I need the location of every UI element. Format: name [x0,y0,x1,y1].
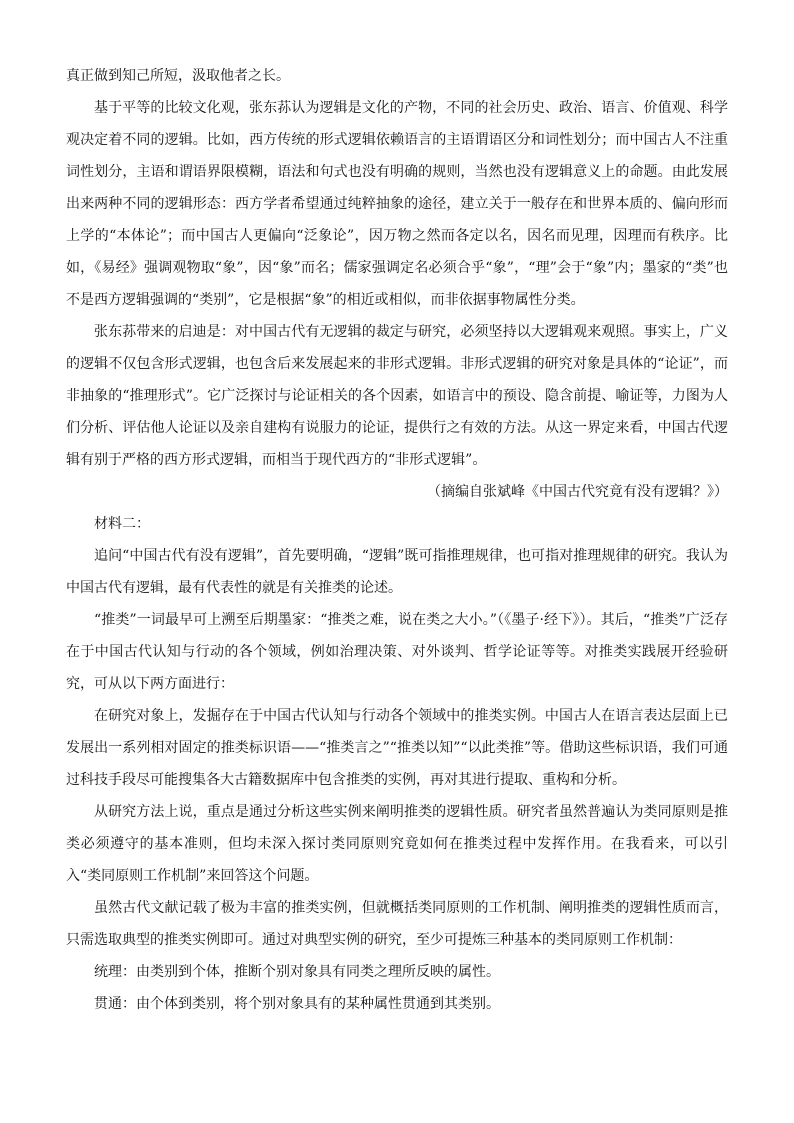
paragraph-research-object: 在研究对象上，发掘存在于中国古代认知与行动各个领域中的推类实例。中国古人在语言表达层面上已发展出一系列相对固定的推类标识语——“推类言之”“推类以知”“以此类推”等。借助这些标识语，我们可通过科技手段尽可能搜集各大古籍数据库中包含推类的实例，再对其进行提取、重构和分析。 [66,708,728,788]
paragraph-typical-examples: 虽然古代文献记载了极为丰富的推类实例，但就概括类同原则的工作机制、阐明推类的逻辑性质而言，只需选取典型的推类实例即可。通过对典型实例的研究，至少可提炼三种基本的类同原则工作机制： [66,900,728,948]
paragraph-logic-question: 追问“中国古代有没有逻辑”，首先要明确，“逻辑”既可指推理规律，也可指对推理规律的研究。我认为中国古代有逻辑，最有代表性的就是有关推类的论述。 [66,548,728,596]
paragraph-tongli: 统理：由类别到个体，推断个别对象具有同类之理所反映的属性。 [94,964,500,980]
paragraph-tuilei-origin: “推类”一词最早可上溯至后期墨家：“推类之难，说在类之大小。”（《墨子·经下》）。其后，“推类”广泛存在于中国古代认知与行动的各个领域，例如治理决策、对外谈判、哲学论证等等。对推类实践展开经验研究，可从以下两方面进行： [66,612,728,692]
paragraph-research-method: 从研究方法上说，重点是通过分析这些实例来阐明推类的逻辑性质。研究者虽然普遍认为类同原则是推类必须遵守的基本准则，但均未深入探讨类同原则究竟如何在推类过程中发挥作用。在我看来，可以引入“类同原则工作机制”来回答这个问题。 [66,804,728,884]
paragraph-inspiration: 张东荪带来的启迪是：对中国古代有无逻辑的裁定与研究，必须坚持以大逻辑观来观照。事实上，广义的逻辑不仅包含形式逻辑，也包含后来发展起来的非形式逻辑。非形式逻辑的研究对象是具体的“论证”，而非抽象的“推理形式”。它广泛探讨与论证相关的各个因素，如语言中的预设、隐含前提、喻证等，力图为人们分析、评估他人论证以及亲自建构有说服力的论证，提供行之有效的方法。从这一界定来看，中国古代逻辑有别于严格的西方形式逻辑，而相当于现代西方的“非形式逻辑”。 [66,324,728,468]
paragraph-continuation: 真正做到知己所短，汲取他者之长。 [66,68,290,84]
paragraph-comparative-culture: 基于平等的比较文化观，张东荪认为逻辑是文化的产物，不同的社会历史、政治、语言、价值观、科学观决定着不同的逻辑。比如，西方传统的形式逻辑依赖语言的主语谓语区分和词性划分；而中国古人不注重词性划分，主语和谓语界限模糊，语法和句式也没有明确的规则，当然也没有逻辑意义上的命题。由此发展出来两种不同的逻辑形态：西方学者希望通过纯粹抽象的途径，建立关于一般存在和世界本质的、偏向形而上学的“本体论”；而中国古人更偏向“泛象论”，因万物之然而各定以名，因名而见理，因理而有秩序。比如，《易经》强调观物取“象”，因“象”而名；儒家强调定名必须合乎“象”，“理”会于“象”内；墨家的“类”也不是西方逻辑强调的“类别”，它是根据“象”的相近或相似，而非依据事物属性分类。 [66,100,728,308]
material-two-heading: 材料二： [94,516,150,532]
document-page [66,60,728,1020]
source-citation: （摘编自张斌峰《中国古代究竟有没有逻辑？》） [427,484,728,500]
paragraph-guantong: 贯通：由个体到类别，将个别对象具有的某种属性贯通到其类别。 [94,996,500,1012]
